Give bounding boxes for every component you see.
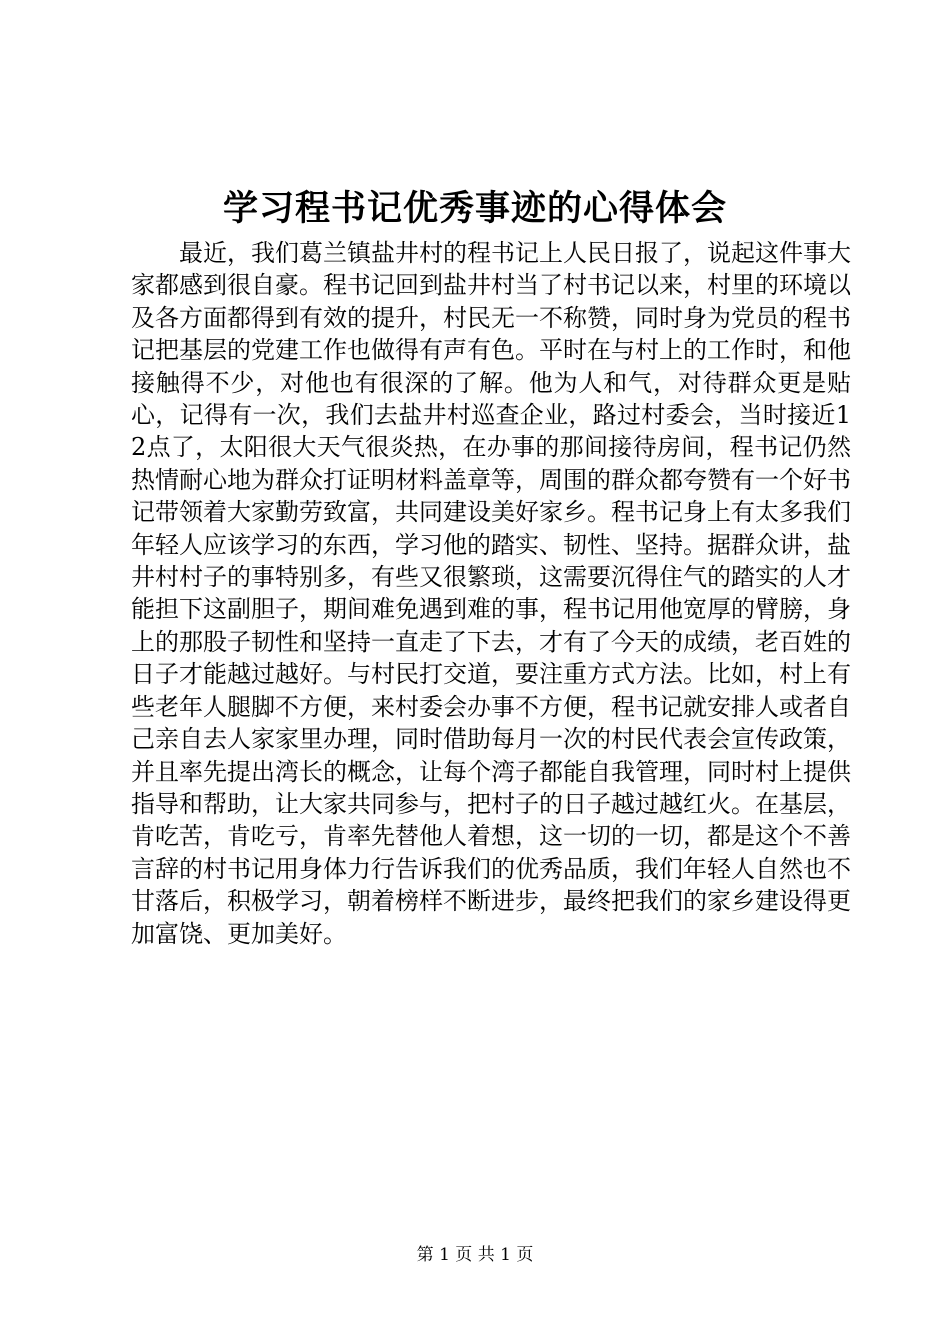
page-number-footer: 第 1 页 共 1 页: [416, 1245, 534, 1265]
body-paragraph: 最近，我们葛兰镇盐井村的程书记上人民日报了，说起这件事大家都感到很自豪。程书记回到盐井村当了村书记以来，村里的环境以及各方面都得到有效的提升，村民无一不称赞，同时身为党员的程书记把基层的党建工作也做得有声有色。平时在与村上的工作时，和他接触得不少，对他也有很深的了解。他为人和气，对待群众更是贴心，记得有一次，我们去盐井村巡查企业，路过村委会，当时接近12点了，太阳很大天气很炎热，在办事的那间接待房间，程书记仍然热情耐心地为群众打证明材料盖章等，周围的群众都夸赞有一个好书记带领着大家勤劳致富，共同建设美好家乡。程书记身上有太多我们年轻人应该学习的东西，学习他的踏实、韧性、坚持。据群众讲，盐井村村子的事特别多，有些又很繁琐，这需要沉得住气的踏实的人才能担下这副胆子，期间难免遇到难的事，程书记用他宽厚的臂膀，身上的那股子韧性和坚持一直走了下去，才有了今天的成绩，老百姓的日子才能越过越好。与村民打交道，要注重方式方法。比如，村上有些老年人腿脚不方便，来村委会办事不方便，程书记就安排人或者自己亲自去人家家里办理，同时借助每月一次的村民代表会宣传政策，并且率先提出湾长的概念，让每个湾子都能自我管理，同时村上提供指导和帮助，让大家共同参与，把村子的日子越过越红火。在基层，肯吃苦，肯吃亏，肯率先替他人着想，这一切的一切，都是这个不善言辞的村书记用身体力行告诉我们的优秀品质，我们年轻人自然也不甘落后，积极学习，朝着榜样不断进步，最终把我们的家乡建设得更加富饶、更加美好。: [131, 239, 851, 948]
document-title: 学习程书记优秀事迹的心得体会: [222, 188, 727, 229]
